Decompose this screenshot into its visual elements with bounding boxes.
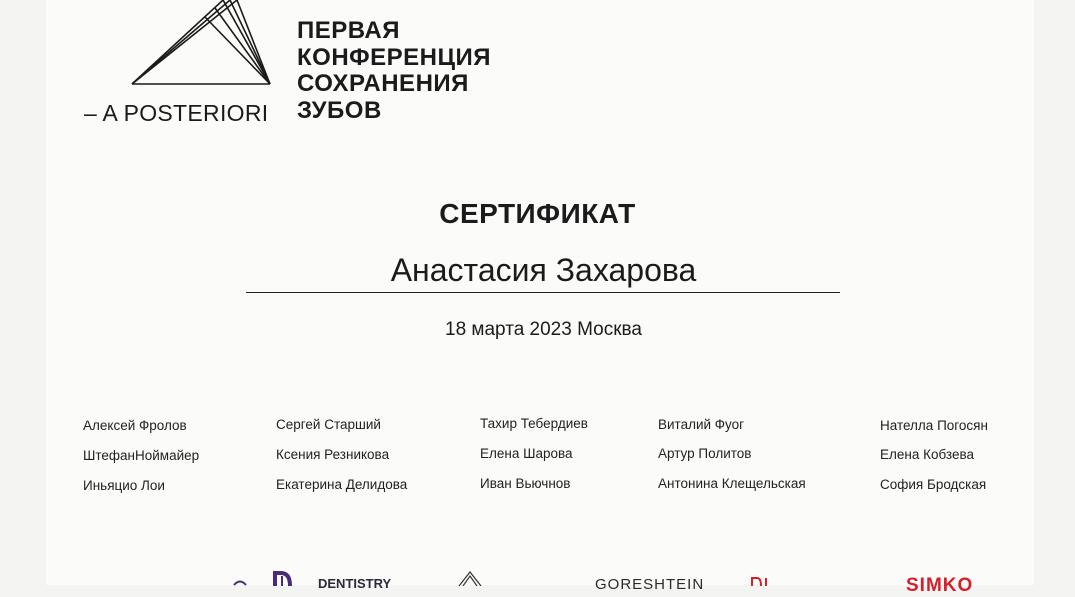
sponsor-logos [0,560,1075,596]
certificate-title: СЕРТИФИКАТ [439,198,636,229]
speaker-name: Алексей Фролов [83,418,187,433]
speaker-name: ШтефанНоймайер [83,448,200,463]
conference-title-line: ПЕРВАЯ [297,17,400,44]
speaker-name: Ксения Резникова [276,447,390,462]
conference-brand: – A POSTERIORI [84,100,269,126]
speaker-name: Екатерина Делидова [276,477,408,492]
speaker-name: Иван Вьючнов [480,476,571,491]
sponsor-triangle-icon [457,570,483,586]
speaker-name: Сергей Старший [276,417,381,432]
speaker-name: София Бродская [880,477,987,492]
recipient-name: Анастасия Захарова [390,252,697,288]
sponsor-simko: SIMKO [906,575,974,596]
speaker-name: Нателла Погосян [880,418,988,433]
speaker-name: Виталий Фуог [658,417,745,432]
sponsor-dentistry: DENTISTRY [318,576,392,591]
conference-title-line: КОНФЕРЕНЦИЯ [297,43,492,71]
speaker-name: Артур Политов [658,446,752,461]
speaker-name: Антонина Клещельская [658,476,806,491]
conference-logo-mark [130,0,290,95]
speaker-name: Тахир Тебердиев [480,416,588,431]
speaker-name: Иньяцио Лои [83,478,165,493]
dentistry-logo-icon [271,570,313,586]
conference-title-line: СОХРАНЕНИЯ [297,70,469,97]
conference-title [297,18,491,124]
speaker-name: Елена Шарова [480,446,573,461]
speaker-name: Елена Кобзева [880,447,974,462]
conference-title-line: ЗУБОВ [297,96,382,124]
date-place: 18 марта 2023 Москва [445,319,642,340]
signature-line [246,292,840,293]
sponsor-goreshtein: GORESHTEIN [595,576,705,593]
